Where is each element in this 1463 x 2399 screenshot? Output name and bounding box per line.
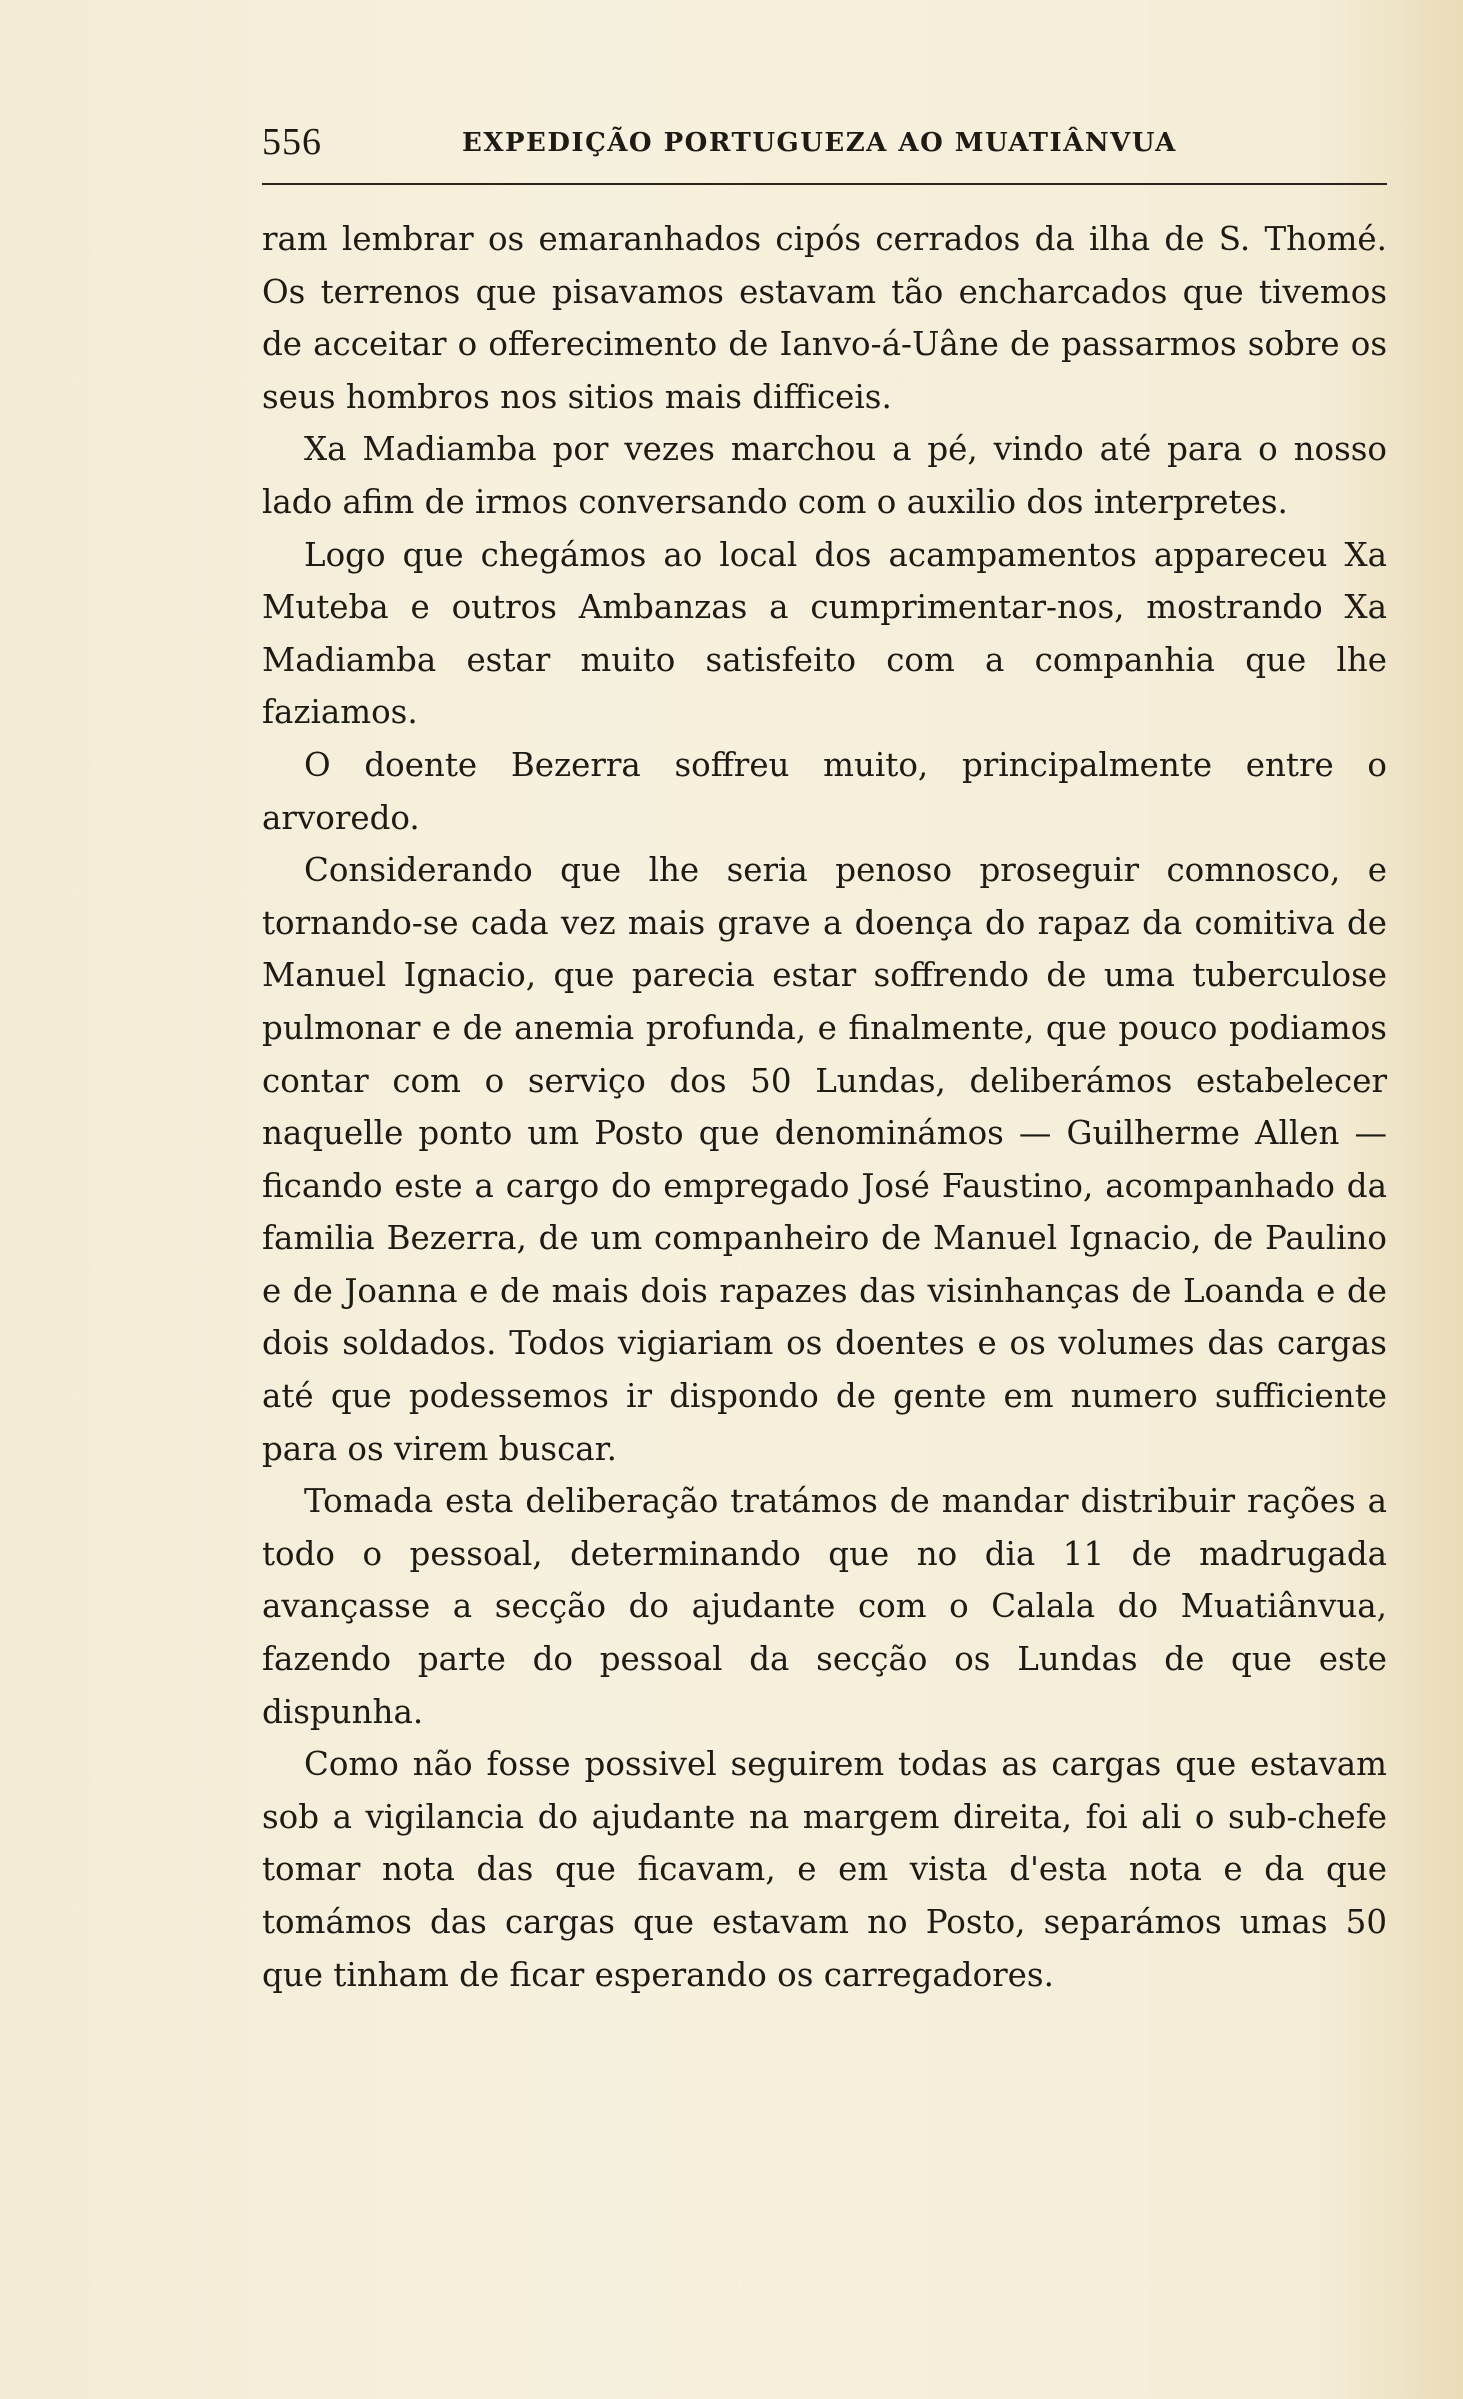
paragraph-3: Logo que chegámos ao local dos acampamentos appareceu Xa Muteba e outros Ambanzas a cumprimentar-nos, mostrando Xa Madiamba estar muito satisfeito com a companhia que lhe faziamos. (262, 535, 1387, 732)
paragraph-4: O doente Bezerra soffreu muito, principalmente entre o arvoredo. (262, 745, 1387, 837)
running-head (262, 100, 1387, 163)
header-rule (262, 183, 1387, 185)
paragraph-2: Xa Madiamba por vezes marchou a pé, vindo até para o nosso lado afim de irmos conversando com o auxilio dos interpretes. (262, 430, 1387, 521)
running-title: EXPEDIÇÃO PORTUGUEZA AO MUATIÂNVUA (462, 128, 1177, 158)
book-page (262, 100, 1387, 1994)
paragraph-6: Tomada esta deliberação tratámos de mandar distribuir rações a todo o pessoal, determinando que no dia 11 de madrugada avançasse a secção do ajudante com o Calala do Muatiânvua, fazendo parte do pessoal da secção os Lundas de que este dispunha. (262, 1482, 1387, 1731)
body-text (262, 213, 1387, 2001)
paragraph-5: Considerando que lhe seria penoso proseguir comnosco, e tornando-se cada vez mais grave a doença do rapaz da comitiva de Manuel Ignacio, que parecia estar soffrendo de uma tuberculose pulmonar e de anemia profunda, e finalmente, que pouco podiamos contar com o serviço dos 50 Lundas, deliberámos estabelecer naquelle ponto um Posto que denominámos — Guilherme Allen — ficando este a cargo do empregado José Faustino, acompanhado da familia Bezerra, de um companheiro de Manuel Ignacio, de Paulino e de Joanna e de mais dois rapazes das visinhanças de Loanda e de dois soldados. Todos vigiariam os doentes e os volumes das cargas até que podessemos ir dispondo de gente em numero sufficiente para os virem buscar. (262, 851, 1387, 1468)
page-number: 556 (262, 121, 322, 163)
paragraph-1: ram lembrar os emaranhados cipós cerrados da ilha de S. Thomé. Os terrenos que pisavamos estavam tão encharcados que tivemos de acceitar o offerecimento de Ianvo-á-Uâne de passarmos sobre os seus hombros nos sitios mais difficeis. (262, 220, 1387, 416)
paragraph-7: Como não fosse possivel seguirem todas as cargas que estavam sob a vigilancia do ajudante na margem direita, foi ali o sub-chefe tomar nota das que ficavam, e em vista d'esta nota e da que tomámos das cargas que estavam no Posto, separámos umas 50 que tinham de ficar esperando os carregadores. (262, 1745, 1387, 1994)
